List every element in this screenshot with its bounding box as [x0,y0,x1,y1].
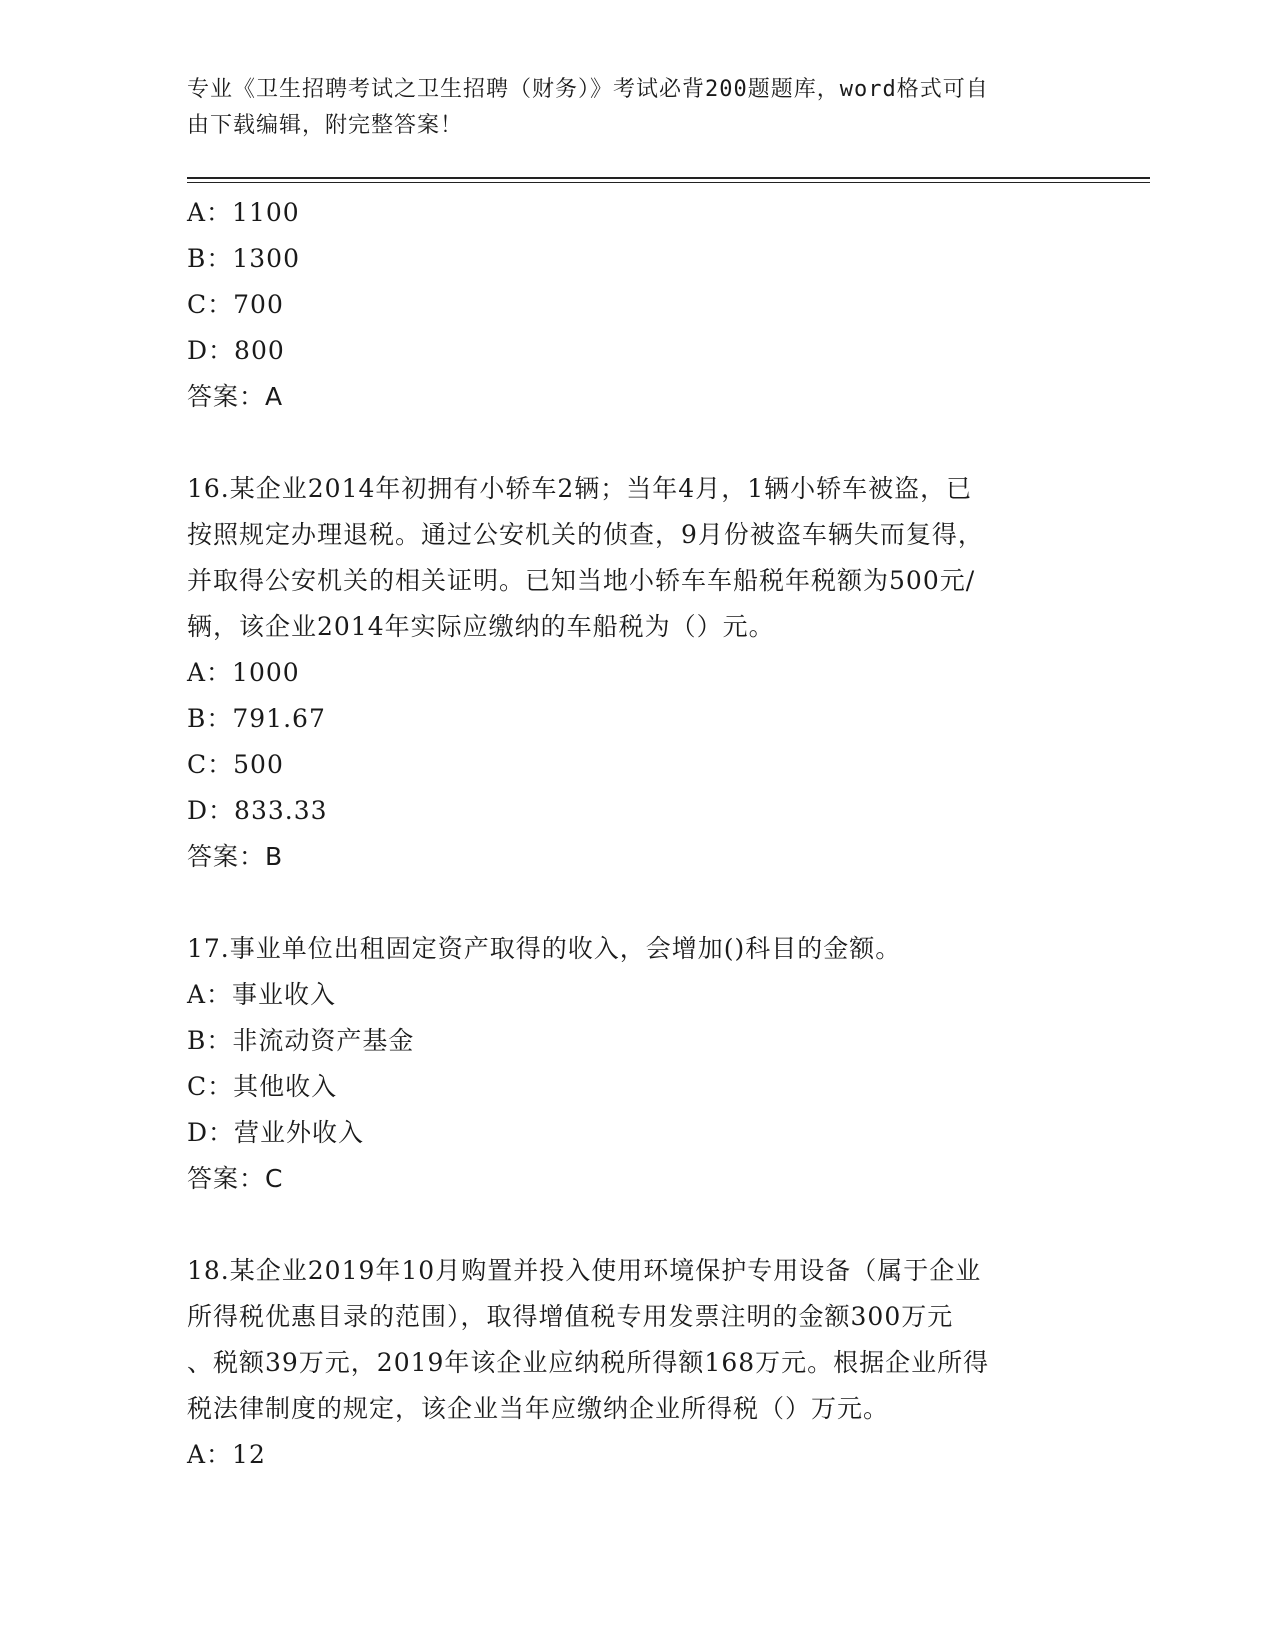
question-18 [187,1248,1087,1478]
question-text-line: 17.事业单位出租固定资产取得的收入，会增加()科目的金额。 [187,934,902,963]
answer: 答案：B [187,842,284,871]
question-text-line: 16.某企业2014年初拥有小轿车2辆；当年4月，1辆小轿车被盗，已 [187,474,973,503]
header-line-1: 专业《卫生招聘考试之卫生招聘（财务）》考试必背200题题库，word格式可自 [187,77,989,102]
header-line-2: 由下载编辑，附完整答案！ [187,113,464,138]
option-a: A：事业收入 [187,980,337,1009]
answer: 答案：C [187,1164,284,1193]
option-a: A：1100 [187,198,300,227]
question-15-continued [187,190,1087,420]
option-a: A：1000 [187,658,300,687]
option-d: D：833.33 [187,796,328,825]
question-text-line: 按照规定办理退税。通过公安机关的侦查，9月份被盗车辆失而复得， [187,520,984,549]
option-c: C：700 [187,290,284,319]
question-text-line: 税法律制度的规定，该企业当年应缴纳企业所得税（）万元。 [187,1394,890,1423]
option-a: A：12 [187,1440,266,1469]
question-text-line: 辆，该企业2014年实际应缴纳的车船税为（）元。 [187,612,775,641]
option-c: C：500 [187,750,284,779]
answer: 答案：A [187,382,284,411]
option-d: D：营业外收入 [187,1118,365,1147]
header-divider-thin [187,182,1150,183]
question-text-line: 18.某企业2019年10月购置并投入使用环境保护专用设备（属于企业 [187,1256,982,1285]
question-17 [187,926,1087,1202]
option-b: B：非流动资产基金 [187,1026,415,1055]
header-divider-thick [187,177,1150,179]
document-header [187,72,1067,144]
option-b: B：1300 [187,244,300,273]
option-b: B：791.67 [187,704,326,733]
option-d: D：800 [187,336,285,365]
question-text-line: 所得税优惠目录的范围），取得增值税专用发票注明的金额300万元 [187,1302,954,1331]
option-c: C：其他收入 [187,1072,338,1101]
question-list [187,190,1087,1478]
question-text-line: 、税额39万元，2019年该企业应纳税所得额168万元。根据企业所得 [187,1348,990,1377]
question-16 [187,466,1087,880]
question-text-line: 并取得公安机关的相关证明。已知当地小轿车车船税年税额为500元/ [187,566,976,595]
